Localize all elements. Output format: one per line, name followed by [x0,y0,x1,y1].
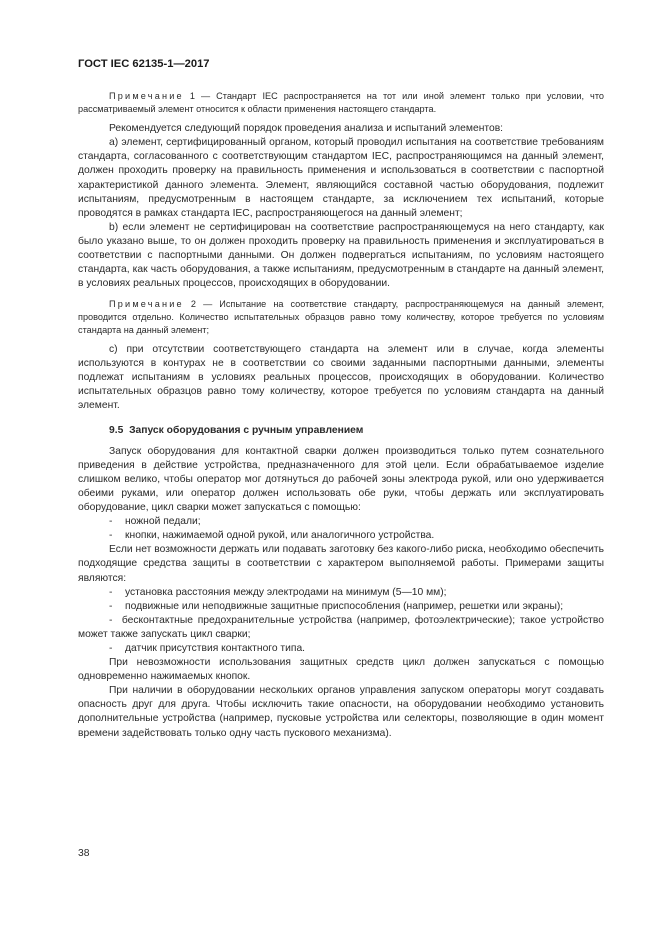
document-body [78,90,604,741]
page-number: 38 [78,848,90,859]
note-label: Примечание [109,299,184,310]
section-paragraph-4: При наличии в оборудовании нескольких органов управления запуском операторы могут создавать опасность друг для друга. Чтобы исключить такие опасности, на оборудовании необходимо установить дополнительные устройства (например, пусковые устройства или селекторы, позволяющие в один момент времени задействовать только одну часть пускового механизма). [78,685,604,739]
list-item: - датчик присутствия контактного типа. [109,642,306,654]
list-item: - установка расстояния между электродами на минимум (5—10 мм); [109,586,447,598]
note-2: Примечание 2 — Испытание на соответствие стандарту, распространяющемуся на данный элемент, проводится отдельно. Количество испытательных образцов равно тому количеству, которое требуется по условиям стандарта на данный элемент; [78,299,604,335]
list-item: - бесконтактные предохранительные устройства (например, фотоэлектрические); такое устройство может также запускать цикл сварки; [78,614,604,640]
note-text: Испытание на соответствие стандарту, распространяющемуся на данный элемент, проводится отдельно. Количество испытательных образцов равно тому количеству, которое требуется по условиям стандарта на данный элемент; [78,299,604,335]
item-b: b) если элемент не сертифицирован на соответствие распространяющемуся на него стандарту, как было указано выше, то он должен проходить проверку на правильность применения и эксплуатироваться в соответствии с паспортными данными. Он должен подвергаться испытаниям, по условиям настоящего стандарта, как часть оборудования, а также испытаниям, предусмотренным в стандарте на данный элемент, в условиях реальных процессов, происходящих в оборудовании. [78,221,604,290]
section-paragraph-2: Если нет возможности держать или подавать заготовку без какого-либо риска, необходимо обеспечить подходящие средства защиты в соответствии с характером выполняемой работы. Примерами защиты являются: [78,544,604,584]
document-header: ГОСТ IEC 62135-1—2017 [78,58,210,70]
item-a: a) элемент, сертифицированный органом, который проводил испытания на соответствие требованиям стандарта, согласованного с соответствующим стандартом IEC, распространяющимся на данный элемент, должен проходить проверку на правильность применения и использоваться в соответствии с паспортной характеристикой данного элемента. Элемент, являющийся составной частью оборудования, подлежит испытаниям, предусмотренным в настоящем стандарте, за исключением тех испытаний, которые проводятся в рамках стандарта IEC, распространяющегося на данный элемент; [78,137,604,219]
intro-paragraph: Рекомендуется следующий порядок проведения анализа и испытаний элементов: [109,123,504,135]
list-item: - ножной педали; [109,516,201,528]
note-label: Примечание [109,91,184,101]
note-1: Примечание 1 — Стандарт IEC распространяется на тот или иной элемент только при условии, что рассматриваемый элемент относится к области применения настоящего стандарта. [78,91,604,114]
note-number: 2 [190,299,196,310]
note-number: 1 [189,91,195,101]
list-item: - кнопки, нажимаемой одной рукой, или аналогичного устройства. [109,530,435,542]
section-paragraph-1: Запуск оборудования для контактной сварки должен производиться только путем сознательного приведения в действие устройства, предназначенного для этой цели. Если обрабатываемое изделие слишком велико, чтобы оператор мог дотянуться до рабочей зоны электрода рукой, или оно удерживается обеими руками, или оператор должен использовать обе руки, чтобы держать или эксплуатировать оборудование, цикл сварки может запускаться с помощью: [78,445,604,514]
note-text: Стандарт IEC распространяется на тот или иной элемент только при условии, что рассматриваемый элемент относится к области применения настоящего стандарта. [78,91,604,114]
section-number: 9.5 [109,424,124,436]
list-item: - подвижные или неподвижные защитные приспособления (например, решетки или экраны); [109,600,564,612]
section-title: Запуск оборудования с ручным управлением [129,424,364,436]
section-heading [78,424,604,438]
item-c: c) при отсутствии соответствующего стандарта на элемент или в случае, когда элементы используются в контурах не в соответствии со своими заданными паспортными данными, элементы подлежат испытаниям в условиях реальных процессов, происходящих в оборудовании. Количество испытательных образцов равно тому количеству, которое требуется по условиям стандарта на данный элемент. [78,344,604,412]
section-paragraph-3: При невозможности использования защитных средств цикл должен запускаться с помощью одновременно нажимаемых кнопок. [78,657,604,683]
